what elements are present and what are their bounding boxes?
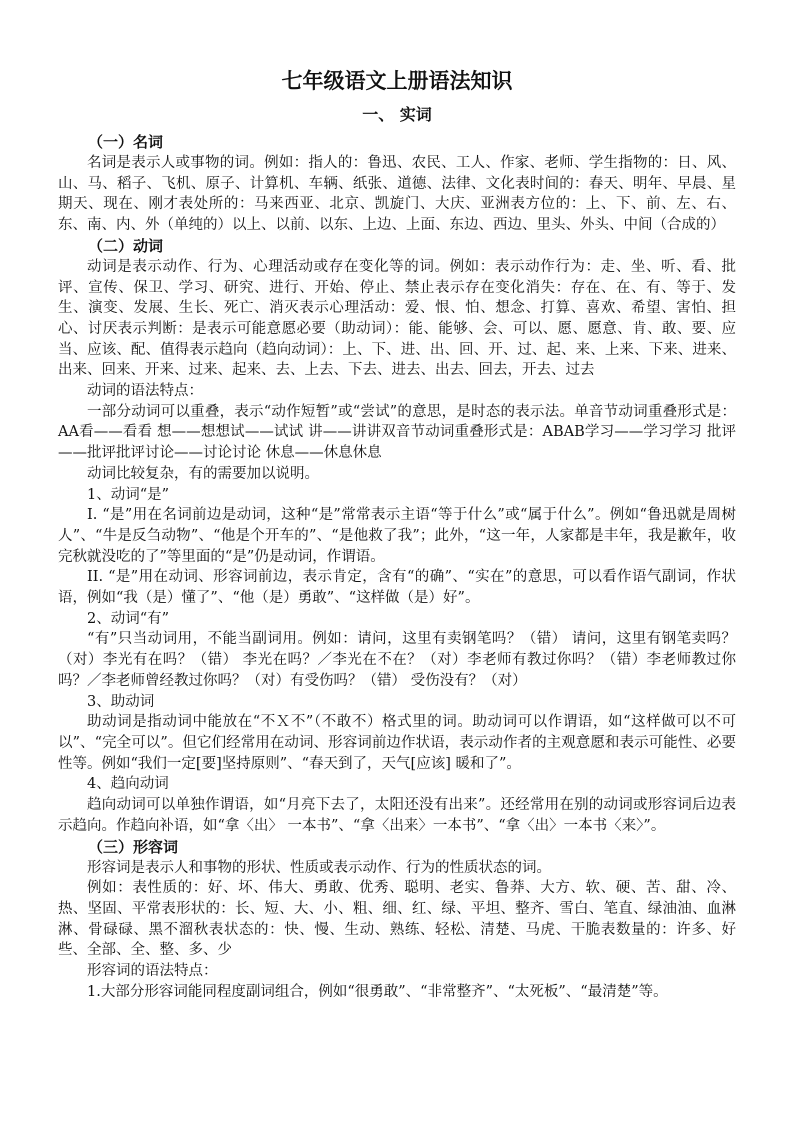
verb-item-you-title: 2、动词“有” [87,610,170,627]
verb-definition-paragraph: 动词是表示动作、行为、心理活动或存在变化等的词。例如：表示动作行为：走、坐、听、看、批评、宣传、保卫、学习、研究、进行、开始、停止、禁止表示存在变化消失：存在、在、有、等于、发生、演变、发展、生长、死亡、消灭表示心理活动：爱、恨、怕、想念、打算、喜欢、希望、害怕、担心、讨厌表示判断：是表示可能意愿必要（助动词）：能、能够、会、可以、愿、愿意、肯、敢、要、应当、应该、配、值得表示趋向（趋向动词）：上、下、进、出、回、开、过、起、来、上来、下来、进来、出来、回来、开来、过来、起来、去、上去、下去、进去、出去、回去，开去、过去 [58,258,736,379]
section-title-content-words: 一、 实词 [362,105,432,124]
adjective-features-label: 形容词的语法特点： [87,963,218,980]
adjective-examples-paragraph: 例如：表性质的：好、坏、伟大、勇敢、优秀、聪明、老实、鲁莽、大方、软、硬、苦、甜、冷、热、坚固、平常表形状的：长、短、大、小、粗、细、红、绿、平坦、整齐、雪白、笔直、绿油油、血淋淋、骨碌碌、黑不溜秋表状态的：快、慢、生动、熟练、轻松、清楚、马虎、干脆表数量的：许多、好些、全部、全、整、多、少 [58,880,736,959]
adjective-definition-paragraph: 形容词是表示人和事物的形状、性质或表示动作、行为的性质状态的词。 [87,859,551,876]
heading-verb: （二）动词 [88,236,164,255]
verb-item-shi-point-2: II. “是”用在动词、形容词前边，表示肯定，含有“的确”、“实在”的意思，可以看作语气副词，作状语，例如“我（是）懂了”、“他（是）勇敢”、“这样做（是）好”。 [58,569,736,607]
verb-item-directional-paragraph: 趋向动词可以单独作谓语，如“月亮下去了，太阳还没有出来”。还经常用在别的动词或形容词后边表示趋向。作趋向补语，如“拿〈出〉 一本书”、“拿〈出来〉一本书”、“拿〈出〉一本书〈来〉”。 [58,797,736,834]
verb-item-auxiliary-title: 3、助动词 [87,693,155,710]
verb-features-label: 动词的语法特点： [87,383,203,400]
verb-item-auxiliary-paragraph: 助动词是指动词中能放在“不Ｘ不”（不敢不）格式里的词。助动词可以作谓语，如“这样做可以不可以”、“完全可以”。但它们经常用在动词、形容词前边作状语，表示动作者的主观意愿和表示可能性、必要性等。例如“我们一定[要]坚持原则”、“春天到了，天气[应该] 暖和了”。 [58,714,736,772]
document-page [58,66,736,1002]
verb-reduplication-paragraph: 一部分动词可以重叠，表示“动作短暂”或“尝试”的意思，是时态的表示法。单音节动词重叠形式是：AA看——看看 想——想想试——试试 讲——讲讲双音节动词重叠形式是：ABAB学习——学习学习 批评——批评批评讨论——讨论讨论 休息——休息休息 [58,403,736,462]
noun-definition-paragraph: 名词是表示人或事物的词。例如：指人的：鲁迅、农民、工人、作家、老师、学生指物的：日、风、山、马、稻子、飞机、原子、计算机、车辆、纸张、道德、法律、文化表时间的：春天、明年、早晨、星期天、现在、刚才表处所的：马来西亚、北京、凯旋门、大庆、亚洲表方位的：上、下、前、左、右、东、南、内、外（单纯的）以上、以前、以东、上边、上面、东边、西边、里头、外头、中间（合成的） [58,155,736,234]
verb-item-shi-title: 1、动词“是” [87,486,170,503]
heading-noun: （一）名词 [88,133,164,151]
adjective-feature-1: 1.大部分形容词能同程度副词组合，例如“很勇敢”、“非常整齐”、“太死板”、“最清楚”等。 [87,983,668,1000]
heading-adjective: （三）形容词 [88,837,179,856]
verb-item-you-paragraph: “有”只当动词用，不能当副词用。例如：请问，这里有卖钢笔吗？（错） 请问，这里有钢笔卖吗？（对）李光有在吗？（错） 李光在吗？／李光在不在？（对）李老师有教过你吗？（错）李老师教过你吗？／李老师曾经教过你吗？（对）有受伤吗？（错） 受伤没有？（对） [58,631,736,689]
document-title: 七年级语文上册语法知识 [281,69,513,93]
verb-item-directional-title: 4、趋向动词 [87,776,169,793]
verb-complexity-note: 动词比较复杂，有的需要加以说明。 [87,465,319,482]
verb-item-shi-point-1: I. “是”用在名词前边是动词，这种“是”常常表示主语“等于什么”或“属于什么”。例如“鲁迅就是周树人”、“牛是反刍动物”、“他是个开车的”、“是他救了我”；此外，“这一年，人家都是丰年，我是歉年，收完秋就没吃的了”等里面的“是”仍是动词，作谓语。 [58,507,736,565]
